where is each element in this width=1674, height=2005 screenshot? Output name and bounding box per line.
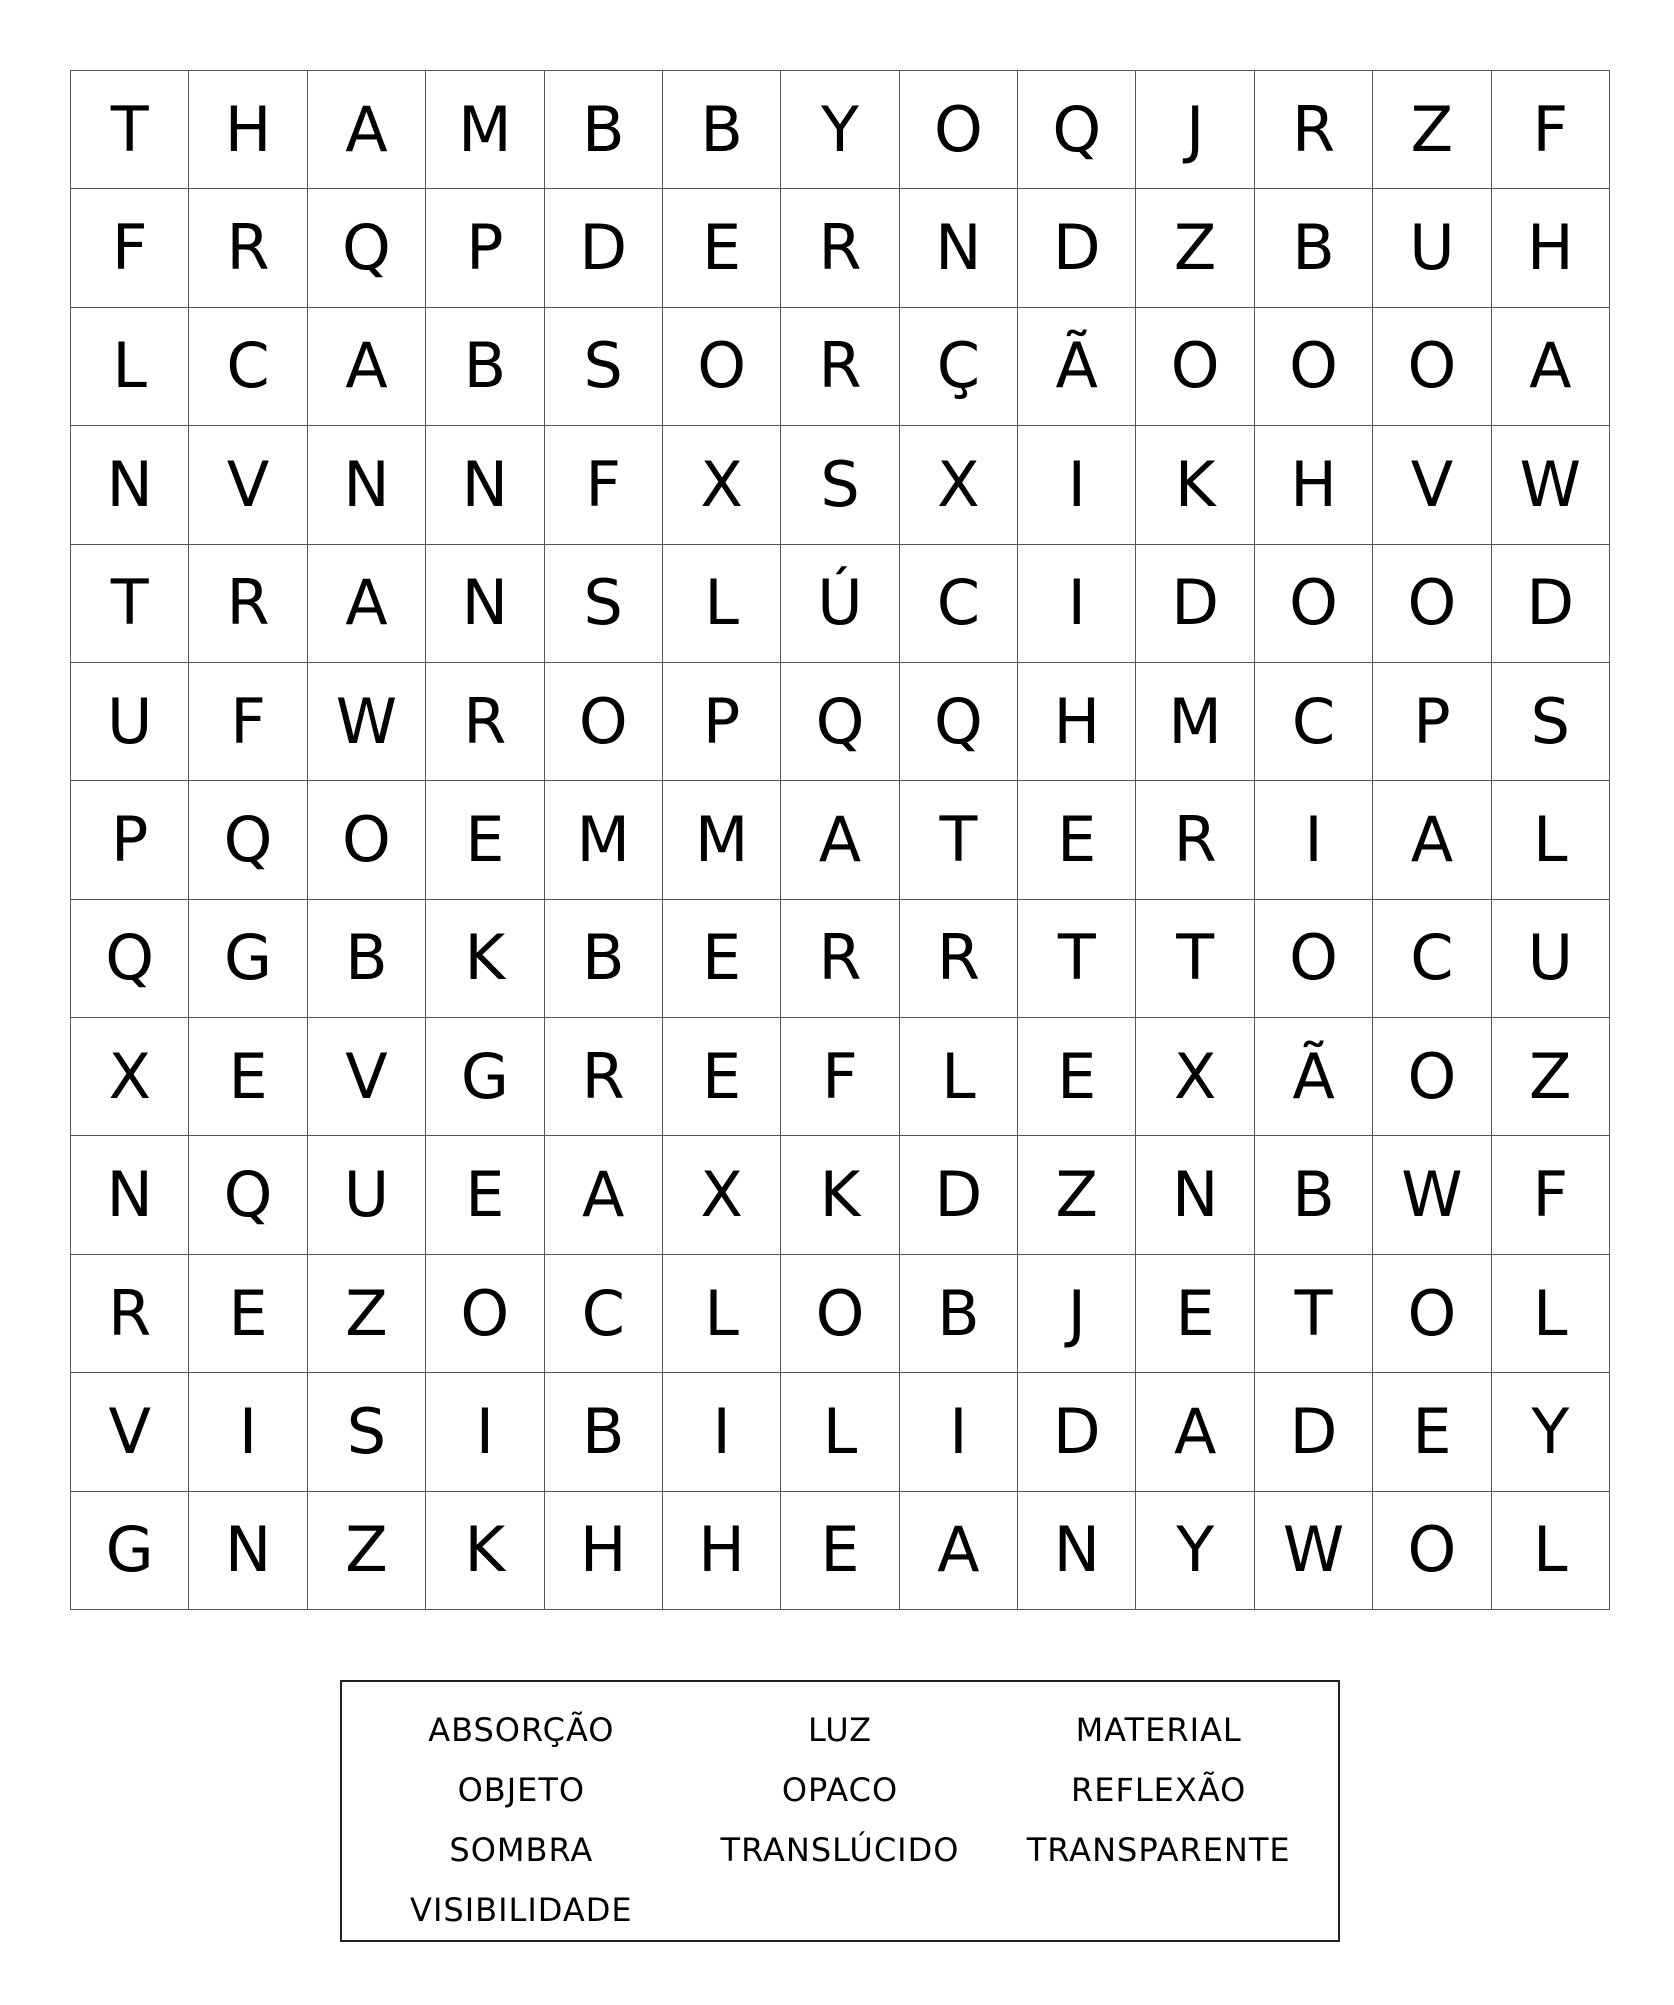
grid-cell[interactable]: R [1255, 71, 1373, 189]
grid-cell[interactable]: D [1018, 189, 1136, 307]
grid-cell[interactable]: B [308, 900, 426, 1018]
grid-cell[interactable]: F [1492, 71, 1610, 189]
grid-cell[interactable]: K [426, 900, 544, 1018]
grid-cell[interactable]: C [900, 545, 1018, 663]
grid-cell[interactable]: P [71, 781, 189, 899]
grid-cell[interactable]: Q [189, 781, 307, 899]
grid-cell[interactable]: R [781, 900, 899, 1018]
grid-cell[interactable]: W [1373, 1136, 1491, 1254]
grid-cell[interactable]: D [1492, 545, 1610, 663]
grid-cell[interactable]: O [663, 308, 781, 426]
grid-cell[interactable]: Q [1018, 71, 1136, 189]
grid-cell[interactable]: N [1136, 1136, 1254, 1254]
grid-cell[interactable]: V [189, 426, 307, 544]
word-list-item: VISIBILIDADE [410, 1891, 633, 1929]
grid-cell[interactable]: U [71, 663, 189, 781]
grid-cell[interactable]: E [1373, 1373, 1491, 1491]
grid-cell[interactable]: E [781, 1492, 899, 1610]
grid-cell[interactable]: Q [781, 663, 899, 781]
grid-cell[interactable]: M [1136, 663, 1254, 781]
grid-cell[interactable]: N [189, 1492, 307, 1610]
grid-cell[interactable]: T [1018, 900, 1136, 1018]
grid-cell[interactable]: Z [1018, 1136, 1136, 1254]
grid-cell[interactable]: D [900, 1136, 1018, 1254]
grid-cell[interactable]: Ã [1018, 308, 1136, 426]
grid-cell[interactable]: L [1492, 1492, 1610, 1610]
grid-cell[interactable]: B [1255, 189, 1373, 307]
grid-cell[interactable]: I [426, 1373, 544, 1491]
grid-cell[interactable]: A [900, 1492, 1018, 1610]
grid-cell[interactable]: T [1255, 1255, 1373, 1373]
word-list-item: OPACO [781, 1771, 899, 1809]
grid-cell[interactable]: K [1136, 426, 1254, 544]
grid-cell[interactable]: O [1373, 1255, 1491, 1373]
grid-cell[interactable]: N [71, 1136, 189, 1254]
grid-cell[interactable]: N [900, 189, 1018, 307]
grid-cell[interactable]: E [426, 1136, 544, 1254]
grid-cell[interactable]: X [1136, 1018, 1254, 1136]
grid-cell[interactable]: L [663, 1255, 781, 1373]
grid-cell[interactable]: B [900, 1255, 1018, 1373]
grid-cell[interactable]: X [663, 426, 781, 544]
grid-cell[interactable]: E [189, 1255, 307, 1373]
grid-cell[interactable]: H [1018, 663, 1136, 781]
grid-cell[interactable]: R [1136, 781, 1254, 899]
grid-cell[interactable]: D [545, 189, 663, 307]
grid-cell[interactable]: D [1136, 545, 1254, 663]
grid-cell[interactable]: O [1373, 1492, 1491, 1610]
grid-cell[interactable]: K [426, 1492, 544, 1610]
grid-cell[interactable]: C [545, 1255, 663, 1373]
grid-cell[interactable]: C [1373, 900, 1491, 1018]
grid-cell[interactable]: Ç [900, 308, 1018, 426]
grid-cell[interactable]: Q [900, 663, 1018, 781]
grid-cell[interactable]: R [426, 663, 544, 781]
grid-cell[interactable]: Q [71, 900, 189, 1018]
grid-cell[interactable]: Z [1136, 189, 1254, 307]
grid-cell[interactable]: X [663, 1136, 781, 1254]
word-list-item: REFLEXÃO [1070, 1771, 1247, 1809]
word-list [340, 1680, 1340, 1942]
grid-cell[interactable]: N [426, 545, 544, 663]
grid-cell[interactable]: P [426, 189, 544, 307]
grid-cell[interactable]: D [1018, 1373, 1136, 1491]
grid-cell[interactable]: W [1492, 426, 1610, 544]
grid-cell[interactable]: L [1492, 1255, 1610, 1373]
grid-cell[interactable]: O [545, 663, 663, 781]
grid-cell[interactable]: Y [1136, 1492, 1254, 1610]
grid-cell[interactable]: V [71, 1373, 189, 1491]
grid-cell[interactable]: F [545, 426, 663, 544]
grid-cell[interactable]: N [308, 426, 426, 544]
grid-cell[interactable]: M [663, 781, 781, 899]
grid-cell[interactable]: G [71, 1492, 189, 1610]
grid-cell[interactable]: H [545, 1492, 663, 1610]
grid-cell[interactable]: M [545, 781, 663, 899]
grid-cell[interactable]: W [1255, 1492, 1373, 1610]
grid-cell[interactable]: B [545, 900, 663, 1018]
grid-cell[interactable]: J [1136, 71, 1254, 189]
grid-cell[interactable]: H [1255, 426, 1373, 544]
grid-cell[interactable]: R [189, 545, 307, 663]
grid-cell[interactable]: E [1018, 781, 1136, 899]
word-list-item: TRANSPARENTE [1026, 1831, 1291, 1869]
grid-cell[interactable]: R [900, 900, 1018, 1018]
grid-cell[interactable]: E [189, 1018, 307, 1136]
grid-cell[interactable]: F [189, 663, 307, 781]
grid-cell[interactable]: Z [308, 1492, 426, 1610]
grid-cell[interactable]: R [545, 1018, 663, 1136]
word-list-item: TRANSLÚCIDO [720, 1831, 960, 1869]
grid-cell[interactable]: S [545, 545, 663, 663]
grid-cell[interactable]: Ú [781, 545, 899, 663]
grid-cell[interactable]: R [71, 1255, 189, 1373]
grid-cell[interactable]: X [900, 426, 1018, 544]
grid-cell[interactable]: L [1492, 781, 1610, 899]
grid-cell[interactable]: N [1018, 1492, 1136, 1610]
grid-cell[interactable]: B [545, 71, 663, 189]
grid-cell[interactable]: P [1373, 663, 1491, 781]
grid-cell[interactable]: C [1255, 663, 1373, 781]
grid-cell[interactable]: G [426, 1018, 544, 1136]
grid-cell[interactable]: V [308, 1018, 426, 1136]
grid-cell[interactable]: P [663, 663, 781, 781]
grid-cell[interactable]: I [663, 1373, 781, 1491]
word-list-item: ABSORÇÃO [428, 1711, 615, 1749]
grid-cell[interactable]: O [1136, 308, 1254, 426]
grid-cell[interactable]: Ã [1255, 1018, 1373, 1136]
grid-cell[interactable]: A [1373, 781, 1491, 899]
grid-cell[interactable]: G [189, 900, 307, 1018]
grid-cell[interactable]: A [781, 781, 899, 899]
grid-cell[interactable]: S [545, 308, 663, 426]
grid-cell[interactable]: B [663, 71, 781, 189]
grid-cell[interactable]: D [1255, 1373, 1373, 1491]
grid-cell[interactable]: A [308, 545, 426, 663]
grid-cell[interactable]: Y [781, 71, 899, 189]
grid-cell[interactable]: H [663, 1492, 781, 1610]
word-list-item: LUZ [807, 1711, 872, 1749]
grid-cell[interactable]: I [189, 1373, 307, 1491]
grid-cell[interactable]: E [663, 900, 781, 1018]
grid-cell[interactable]: N [426, 426, 544, 544]
grid-cell[interactable]: O [1373, 1018, 1491, 1136]
grid-cell[interactable]: M [426, 71, 544, 189]
grid-cell[interactable]: E [663, 189, 781, 307]
grid-cell[interactable]: W [308, 663, 426, 781]
grid-cell[interactable]: S [1492, 663, 1610, 781]
grid-cell[interactable]: K [781, 1136, 899, 1254]
grid-cell[interactable]: O [1255, 308, 1373, 426]
grid-cell[interactable]: O [1373, 308, 1491, 426]
grid-cell[interactable]: O [1255, 545, 1373, 663]
grid-cell[interactable]: O [308, 781, 426, 899]
grid-cell[interactable]: T [71, 71, 189, 189]
grid-cell[interactable]: Z [1492, 1018, 1610, 1136]
grid-cell[interactable]: V [1373, 426, 1491, 544]
grid-cell[interactable]: X [71, 1018, 189, 1136]
grid-cell[interactable]: L [71, 308, 189, 426]
grid-cell[interactable]: N [71, 426, 189, 544]
grid-cell[interactable]: S [308, 1373, 426, 1491]
letter-grid [70, 70, 1610, 1610]
grid-cell[interactable]: R [781, 308, 899, 426]
grid-cell[interactable]: E [1136, 1255, 1254, 1373]
grid-cell[interactable]: T [71, 545, 189, 663]
grid-cell[interactable]: S [781, 426, 899, 544]
grid-cell[interactable]: T [1136, 900, 1254, 1018]
grid-cell[interactable]: O [1255, 900, 1373, 1018]
grid-cell[interactable]: I [1018, 545, 1136, 663]
grid-cell[interactable]: R [781, 189, 899, 307]
grid-cell[interactable]: H [189, 71, 307, 189]
grid-cell[interactable]: A [1136, 1373, 1254, 1491]
grid-cell[interactable]: B [545, 1373, 663, 1491]
grid-cell[interactable]: O [426, 1255, 544, 1373]
word-list-item: MATERIAL [1075, 1711, 1242, 1749]
word-list-item: SOMBRA [449, 1831, 594, 1869]
grid-cell[interactable]: U [1373, 189, 1491, 307]
grid-cell[interactable]: O [1373, 545, 1491, 663]
grid-cell[interactable]: A [545, 1136, 663, 1254]
grid-cell[interactable]: F [781, 1018, 899, 1136]
grid-cell[interactable]: I [900, 1373, 1018, 1491]
grid-cell[interactable]: I [1255, 781, 1373, 899]
word-list-item: OBJETO [457, 1771, 586, 1809]
grid-cell[interactable]: O [781, 1255, 899, 1373]
grid-cell[interactable]: E [663, 1018, 781, 1136]
grid-cell[interactable]: A [1492, 308, 1610, 426]
grid-cell[interactable]: Q [189, 1136, 307, 1254]
grid-cell[interactable]: L [781, 1373, 899, 1491]
grid-cell[interactable]: L [900, 1018, 1018, 1136]
grid-cell[interactable]: H [1492, 189, 1610, 307]
grid-cell[interactable]: Z [1373, 71, 1491, 189]
grid-cell[interactable]: B [426, 308, 544, 426]
grid-cell[interactable]: E [426, 781, 544, 899]
grid-cell[interactable]: F [71, 189, 189, 307]
grid-cell[interactable]: O [900, 71, 1018, 189]
grid-cell[interactable]: F [1492, 1136, 1610, 1254]
grid-cell[interactable]: U [308, 1136, 426, 1254]
grid-cell[interactable]: J [1018, 1255, 1136, 1373]
grid-cell[interactable]: A [308, 308, 426, 426]
grid-cell[interactable]: R [189, 189, 307, 307]
grid-cell[interactable]: I [1018, 426, 1136, 544]
grid-cell[interactable]: Z [308, 1255, 426, 1373]
grid-cell[interactable]: A [308, 71, 426, 189]
grid-cell[interactable]: T [900, 781, 1018, 899]
grid-cell[interactable]: E [1018, 1018, 1136, 1136]
grid-cell[interactable]: L [663, 545, 781, 663]
grid-cell[interactable]: Y [1492, 1373, 1610, 1491]
grid-cell[interactable]: U [1492, 900, 1610, 1018]
grid-cell[interactable]: C [189, 308, 307, 426]
grid-cell[interactable]: B [1255, 1136, 1373, 1254]
grid-cell[interactable]: Q [308, 189, 426, 307]
